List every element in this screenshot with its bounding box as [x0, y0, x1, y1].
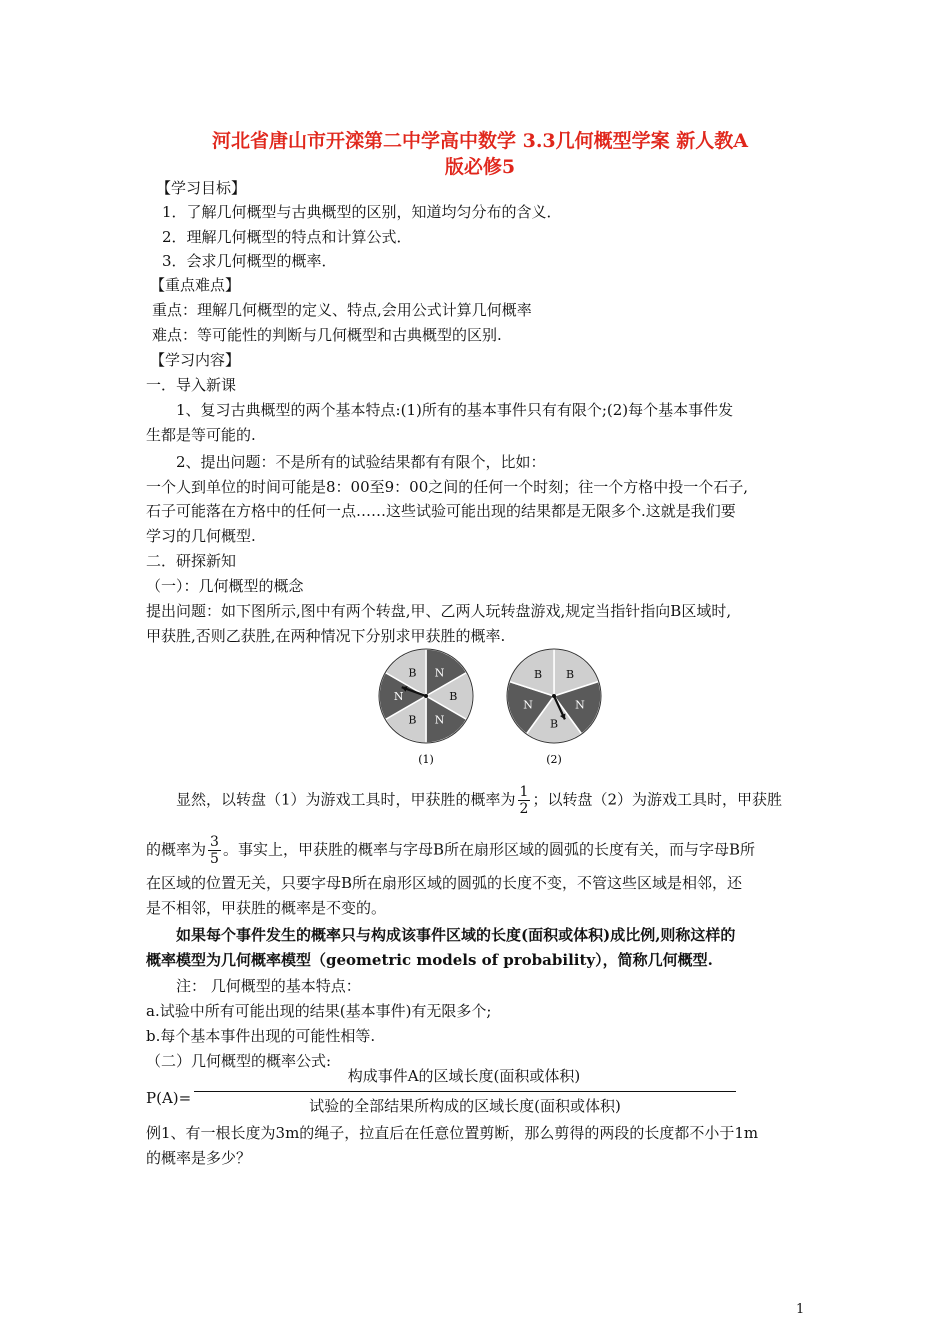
formula-fraction-bar	[194, 1091, 736, 1092]
sector-letter: B	[533, 667, 543, 681]
heading-key-points: 【重点难点】	[150, 276, 241, 294]
example-1-line-2: 的概率是多少？	[146, 1149, 252, 1167]
para-problem-1: 提出问题：如下图所示,图中有两个转盘,甲、乙两人玩转盘游戏,规定当指针指向B区域时,	[146, 602, 732, 620]
spinner-2	[507, 649, 601, 743]
spinner-diagram	[378, 646, 608, 770]
definition-line-1: 如果每个事件发生的概率只与构成该事件区域的长度(面积或体积)成比例,则称这样的	[176, 926, 736, 944]
note-heading: 注： 几何概型的基本特点：	[176, 977, 361, 995]
sector-letter: B	[408, 713, 417, 727]
spinner-2-label: (2)	[546, 753, 562, 766]
sector-letter: B	[565, 667, 575, 681]
para-probability-text-a: 的概率为	[146, 840, 207, 859]
feature-a: a.试验中所有可能出现的结果(基本事件)有无限多个;	[146, 1002, 492, 1020]
para-question-1: 2、提出问题：不是所有的试验结果都有有限个，比如：	[176, 453, 546, 471]
feature-b: b.每个基本事件出现的可能性相等.	[146, 1027, 376, 1045]
goal-1: 1．了解几何概型与古典概型的区别，知道均匀分布的含义．	[162, 203, 562, 221]
para-obviously-text-a: 显然，以转盘（1）为游戏工具时，甲获胜的概率为	[176, 790, 516, 809]
sector-letter: B	[408, 666, 417, 680]
sector-letter: N	[523, 698, 533, 712]
section-1-heading: 一．导入新课	[146, 376, 237, 394]
sector-letter: N	[575, 698, 585, 712]
subsection-2-heading: （二）几何概型的概率公式:	[146, 1052, 332, 1070]
page-number: 1	[796, 1302, 805, 1317]
fraction-one-half	[518, 784, 531, 817]
heading-learning-goals: 【学习目标】	[156, 179, 247, 197]
fraction-denominator: 2	[519, 801, 529, 817]
spinner-figure	[378, 646, 608, 774]
sector-letter: N	[393, 690, 404, 703]
sector-letter: N	[434, 666, 445, 680]
definition-line-2: 概率模型为几何概率模型（geometric models of probability），简称几何概型.	[146, 951, 713, 969]
para-question-4: 学习的几何概型.	[146, 527, 256, 545]
fraction-three-fifths	[208, 834, 221, 867]
fraction-numerator: 3	[210, 834, 219, 850]
para-obviously	[176, 784, 782, 817]
key-point: 重点：理解几何概型的定义、特点,会用公式计算几何概率	[152, 301, 532, 319]
para-probability-text-b: 。事实上，甲获胜的概率与字母B所在扇形区域的圆弧的长度有关，而与字母B所	[222, 840, 755, 859]
para-question-3: 石子可能落在方格中的任何一点……这些试验可能出现的结果都是无限多个.这就是我们要	[146, 502, 736, 520]
subsection-1-heading: （一）：几何概型的概念	[146, 577, 304, 595]
para-review-2: 生都是等可能的.	[146, 426, 256, 444]
para-problem-2: 甲获胜,否则乙获胜,在两种情况下分别求甲获胜的概率.	[146, 627, 506, 645]
goal-3: 3．会求几何概型的概率．	[162, 252, 337, 270]
title-line-1: 河北省唐山市开滦第二中学高中数学 3.3几何概型学案 新人教A	[211, 130, 749, 152]
section-2-heading: 二．研探新知	[146, 552, 237, 570]
fraction-numerator: 1	[519, 784, 529, 800]
para-question-2: 一个人到单位的时间可能是8：00至9：00之间的任何一个时刻；往一个方格中投一个石子,	[146, 478, 749, 496]
sector-letter: N	[434, 713, 445, 727]
para-review-1: 1、复习古典概型的两个基本特点:(1)所有的基本事件只有有限个;(2)每个基本事件发	[176, 401, 734, 419]
formula-numerator: 构成事件A的区域长度(面积或体积)	[347, 1067, 581, 1085]
para-region-2: 是不相邻，甲获胜的概率是不变的。	[146, 899, 387, 917]
sector-letter: B	[549, 717, 559, 731]
title-line-2: 版必修5	[444, 156, 516, 178]
pointer-hub	[552, 694, 556, 698]
formula-lhs: P(A)=	[146, 1089, 192, 1107]
document-title	[140, 128, 820, 180]
example-1-line-1: 例1、有一根长度为3m的绳子，拉直后在任意位置剪断，那么剪得的两段的长度都不小于1m	[146, 1124, 759, 1142]
difficult-point: 难点：等可能性的判断与几何概型和古典概型的区别.	[152, 326, 502, 344]
para-probability	[146, 834, 755, 867]
spinner-1-label: (1)	[418, 753, 434, 766]
heading-content: 【学习内容】	[150, 351, 241, 369]
fraction-denominator: 5	[210, 851, 219, 867]
para-obviously-text-b: ；以转盘（2）为游戏工具时，甲获胜	[532, 790, 783, 809]
sector-letter: B	[449, 690, 458, 703]
para-region-1: 在区域的位置无关，只要字母B所在扇形区域的圆弧的长度不变，不管这些区域是相邻，还	[146, 874, 743, 892]
formula-denominator: 试验的全部结果所构成的区域长度(面积或体积)	[309, 1097, 621, 1115]
goal-2: 2．理解几何概型的特点和计算公式．	[162, 228, 412, 246]
spinner-1	[379, 649, 473, 743]
pointer-hub	[424, 694, 428, 698]
